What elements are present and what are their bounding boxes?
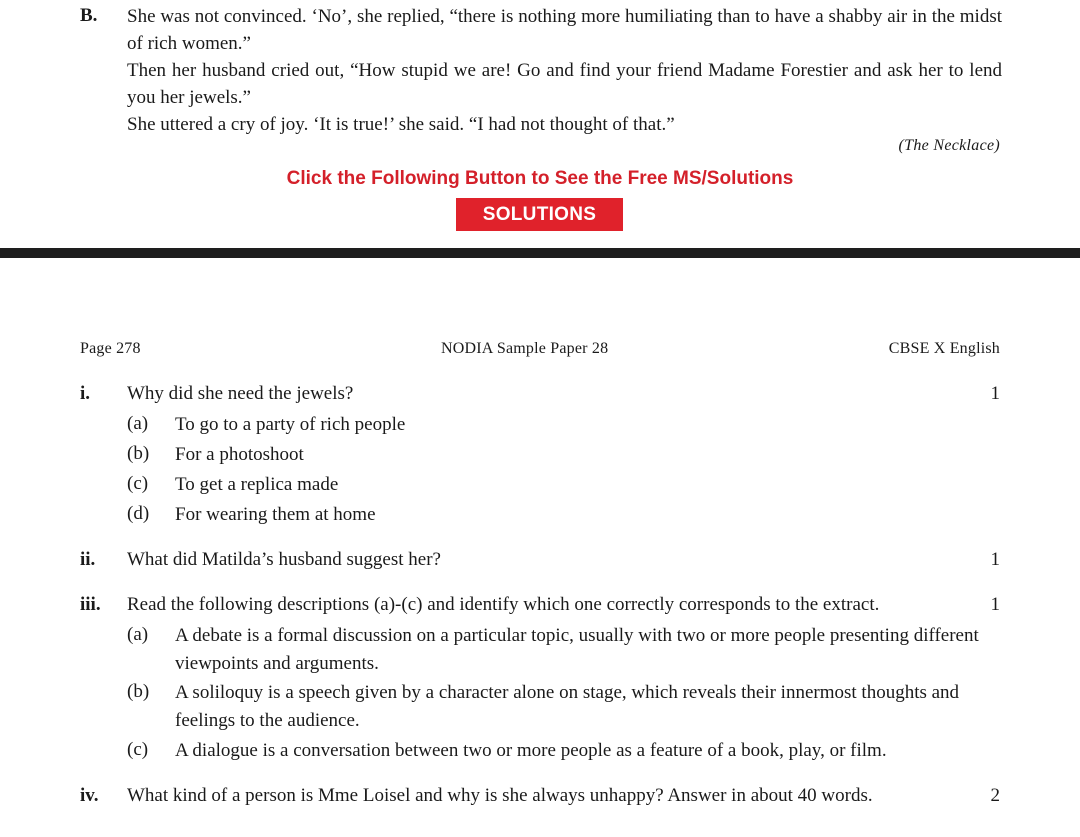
subject-label: CBSE X English <box>888 340 1000 357</box>
page-number: Page 278 <box>80 340 141 357</box>
question-marks: 2 <box>990 785 1000 806</box>
option-letter: (c) <box>127 473 149 494</box>
option-text: A soliloquy is a speech given by a character alone on stage, which reveals their innermost thoughts and feelings to the audience. <box>175 682 960 731</box>
extract-source: (The Necklace) <box>898 137 1000 154</box>
extract-paragraph-2: Then her husband cried out, “How stupid we are! Go and find your friend Madame Forestier and ask her to lend you her jewels.” <box>127 60 1002 108</box>
question-number: iv. <box>80 785 99 806</box>
paper-title: NODIA Sample Paper 28 <box>441 340 609 357</box>
question-text: What did Matilda’s husband suggest her? <box>127 549 441 570</box>
extract-paragraph-1: She was not convinced. ‘No’, she replied, “there is nothing more humiliating than to have a shabby air in the midst of rich women.” <box>127 6 1002 54</box>
option-text: For a photoshoot <box>175 444 304 465</box>
question-text: Read the following descriptions (a)-(c) and identify which one correctly corresponds to the extract. <box>127 594 880 615</box>
option-text: A dialogue is a conversation between two or more people as a feature of a book, play, or film. <box>175 740 887 761</box>
option-text: For wearing them at home <box>175 504 376 525</box>
option-text: To get a replica made <box>175 474 339 495</box>
question-number: i. <box>80 383 91 404</box>
question-text: Why did she need the jewels? <box>127 383 354 404</box>
question-marks: 1 <box>990 594 1000 615</box>
extract-paragraph-3: She uttered a cry of joy. ‘It is true!’ she said. “I had not thought of that.” <box>127 114 675 135</box>
question-marks: 1 <box>990 549 1000 570</box>
option-letter: (a) <box>127 413 149 434</box>
question-marks: 1 <box>990 383 1000 404</box>
question-text: What kind of a person is Mme Loisel and why is she always unhappy? Answer in about 40 words. <box>127 785 873 806</box>
extract-label: B. <box>80 5 98 26</box>
option-letter: (a) <box>127 624 149 645</box>
option-letter: (b) <box>127 443 150 464</box>
page-divider <box>0 248 1080 258</box>
option-text: To go to a party of rich people <box>175 414 406 435</box>
question-number: ii. <box>80 549 96 570</box>
solutions-promo-text: Click the Following Button to See the Free MS/Solutions <box>286 168 794 189</box>
option-letter: (c) <box>127 739 149 760</box>
solutions-button[interactable]: SOLUTIONS <box>456 198 623 231</box>
option-text: A debate is a formal discussion on a particular topic, usually with two or more people presenting different viewpoints and arguments. <box>175 625 979 674</box>
option-letter: (d) <box>127 503 150 524</box>
option-letter: (b) <box>127 681 150 702</box>
question-number: iii. <box>80 594 101 615</box>
